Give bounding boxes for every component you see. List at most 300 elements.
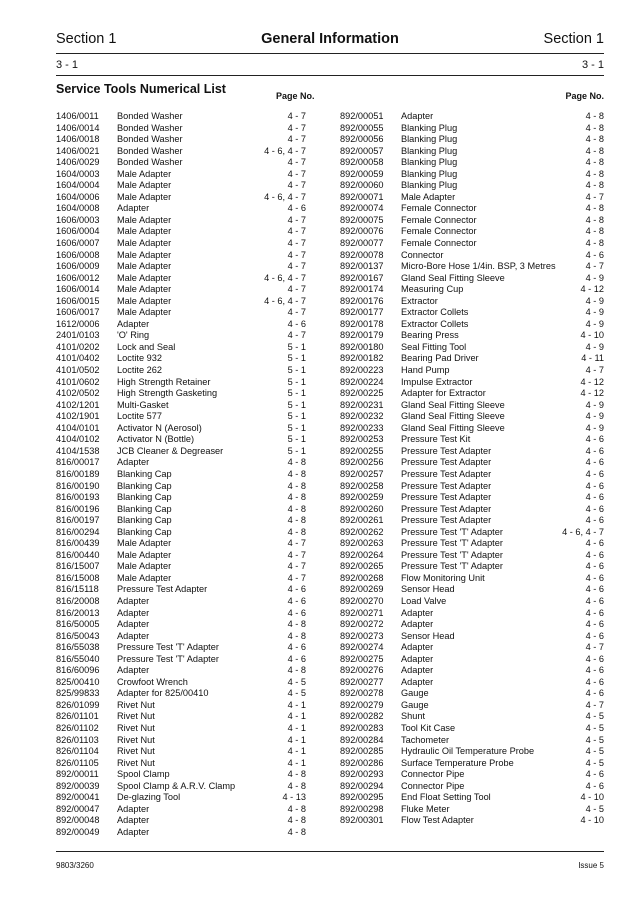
description: Hand Pump bbox=[401, 365, 450, 376]
list-item bbox=[56, 631, 306, 643]
page-ref: 4 - 11 bbox=[581, 353, 604, 364]
part-number: 892/00276 bbox=[340, 665, 384, 676]
part-number: 2401/0103 bbox=[56, 330, 100, 341]
list-item bbox=[56, 342, 306, 354]
list-item bbox=[340, 123, 604, 135]
list-item bbox=[340, 492, 604, 504]
description: Adapter bbox=[401, 642, 434, 653]
page-ref: 4 - 6 bbox=[585, 445, 604, 456]
page-ref: 4 - 6 bbox=[585, 249, 604, 260]
list-item bbox=[56, 619, 306, 631]
page-ref: 4 - 7 bbox=[287, 122, 306, 133]
page-ref: 4 - 6 bbox=[585, 457, 604, 468]
page-ref: 4 - 7 bbox=[287, 261, 306, 272]
list-item bbox=[56, 827, 306, 839]
page-ref: 4 - 6 bbox=[585, 549, 604, 560]
page-ref: 4 - 9 bbox=[585, 411, 604, 422]
list-item bbox=[340, 642, 604, 654]
list-item bbox=[340, 631, 604, 643]
description: Male Adapter bbox=[117, 295, 172, 306]
list-item bbox=[56, 319, 306, 331]
description: Sensor Head bbox=[401, 630, 455, 641]
list-item bbox=[56, 735, 306, 747]
description: Rivet Nut bbox=[117, 734, 155, 745]
part-number: 816/55040 bbox=[56, 653, 100, 664]
list-item bbox=[56, 654, 306, 666]
part-number: 826/01099 bbox=[56, 699, 100, 710]
part-number: 1606/0017 bbox=[56, 307, 100, 318]
page-ref: 4 - 7 bbox=[585, 699, 604, 710]
page-ref: 4 - 8 bbox=[287, 665, 306, 676]
part-number: 892/00268 bbox=[340, 572, 384, 583]
list-item bbox=[340, 284, 604, 296]
part-number: 892/00295 bbox=[340, 792, 384, 803]
part-number: 892/00039 bbox=[56, 780, 100, 791]
page-ref: 4 - 7 bbox=[287, 168, 306, 179]
description: Activator N (Bottle) bbox=[117, 434, 195, 445]
page-ref: 4 - 13 bbox=[282, 792, 306, 803]
description: Male Adapter bbox=[117, 191, 172, 202]
page-ref: 4 - 6 bbox=[287, 607, 306, 618]
page-ref: 4 - 8 bbox=[287, 480, 306, 491]
description: Adapter bbox=[117, 815, 150, 826]
part-number: 892/00298 bbox=[340, 803, 384, 814]
page-ref: 4 - 7 bbox=[287, 330, 306, 341]
page-ref: 4 - 8 bbox=[585, 122, 604, 133]
list-item bbox=[56, 273, 306, 285]
page-title: General Information bbox=[261, 31, 399, 47]
page-ref: 4 - 6 bbox=[585, 503, 604, 514]
page-ref: 4 - 1 bbox=[287, 722, 306, 733]
part-number: 892/00176 bbox=[340, 295, 384, 306]
description: Tachometer bbox=[401, 734, 449, 745]
list-item bbox=[56, 157, 306, 169]
list-item bbox=[340, 792, 604, 804]
part-number: 4104/1538 bbox=[56, 445, 100, 456]
page-ref: 4 - 1 bbox=[287, 734, 306, 745]
part-number: 892/00179 bbox=[340, 330, 384, 341]
list-item bbox=[56, 746, 306, 758]
description: Pressure Test 'T' Adapter bbox=[117, 653, 219, 664]
list-item bbox=[56, 781, 306, 793]
left-tool-list bbox=[56, 111, 306, 838]
list-item bbox=[340, 700, 604, 712]
part-number: 4101/0202 bbox=[56, 341, 100, 352]
description: Adapter bbox=[401, 619, 434, 630]
page-ref: 5 - 1 bbox=[287, 434, 306, 445]
page-ref: 4 - 6 bbox=[585, 630, 604, 641]
page-no-heading-left: Page No. bbox=[276, 91, 315, 101]
description: Bonded Washer bbox=[117, 157, 183, 168]
part-number: 826/01103 bbox=[56, 734, 99, 745]
part-number: 892/00077 bbox=[340, 238, 384, 249]
list-item bbox=[340, 157, 604, 169]
page-ref: 4 - 8 bbox=[287, 803, 306, 814]
description: Blanking Cap bbox=[117, 468, 172, 479]
description: Blanking Plug bbox=[401, 157, 458, 168]
page-ref: 4 - 6 bbox=[585, 780, 604, 791]
description: Adapter bbox=[117, 826, 150, 837]
part-number: 892/00253 bbox=[340, 434, 384, 445]
part-number: 892/00275 bbox=[340, 653, 384, 664]
part-number: 1604/0003 bbox=[56, 168, 100, 179]
list-item bbox=[56, 146, 306, 158]
part-number: 826/01105 bbox=[56, 757, 99, 768]
part-number: 892/00279 bbox=[340, 699, 384, 710]
description: Lock and Seal bbox=[117, 341, 176, 352]
description: Flow Monitoring Unit bbox=[401, 572, 485, 583]
description: Rivet Nut bbox=[117, 722, 155, 733]
page-ref: 4 - 8 bbox=[585, 180, 604, 191]
list-item bbox=[340, 596, 604, 608]
list-item bbox=[56, 573, 306, 585]
page-ref: 4 - 6 bbox=[287, 318, 306, 329]
part-number: 816/15008 bbox=[56, 572, 100, 583]
description: Crowfoot Wrench bbox=[117, 676, 188, 687]
part-number: 1606/0007 bbox=[56, 238, 100, 249]
list-item bbox=[56, 538, 306, 550]
description: Male Adapter bbox=[401, 191, 456, 202]
page-ref: 4 - 6 bbox=[585, 653, 604, 664]
list-item bbox=[56, 377, 306, 389]
part-number: 1406/0029 bbox=[56, 157, 100, 168]
list-item bbox=[56, 700, 306, 712]
list-item bbox=[56, 203, 306, 215]
list-item bbox=[56, 665, 306, 677]
page-ref: 4 - 7 bbox=[287, 157, 306, 168]
part-number: 892/00060 bbox=[340, 180, 384, 191]
page-ref: 4 - 7 bbox=[287, 284, 306, 295]
page-ref: 4 - 6 bbox=[585, 480, 604, 491]
part-number: 816/20008 bbox=[56, 595, 100, 606]
list-item bbox=[340, 504, 604, 516]
page-ref: 4 - 8 bbox=[287, 492, 306, 503]
page-ref: 4 - 6 bbox=[585, 572, 604, 583]
part-number: 816/20013 bbox=[56, 607, 100, 618]
page-ref: 4 - 6 bbox=[585, 434, 604, 445]
page-ref: 4 - 8 bbox=[287, 815, 306, 826]
page-ref: 4 - 9 bbox=[585, 422, 604, 433]
part-number: 816/15007 bbox=[56, 561, 100, 572]
page-ref: 4 - 6 bbox=[287, 642, 306, 653]
page-ref: 4 - 1 bbox=[287, 711, 306, 722]
part-number: 1606/0004 bbox=[56, 226, 100, 237]
page-ref: 5 - 1 bbox=[287, 376, 306, 387]
list-item bbox=[340, 538, 604, 550]
list-item bbox=[56, 688, 306, 700]
page-ref: 4 - 5 bbox=[287, 688, 306, 699]
description: Blanking Plug bbox=[401, 168, 458, 179]
list-item bbox=[56, 815, 306, 827]
description: Adapter bbox=[117, 457, 150, 468]
list-item bbox=[56, 123, 306, 135]
description: Adapter bbox=[117, 665, 150, 676]
list-item bbox=[340, 215, 604, 227]
list-item bbox=[340, 481, 604, 493]
description: Blanking Plug bbox=[401, 134, 458, 145]
description: 'O' Ring bbox=[117, 330, 150, 341]
page-ref: 4 - 5 bbox=[585, 722, 604, 733]
description: Gland Seal Fitting Sleeve bbox=[401, 411, 505, 422]
part-number: 1606/0009 bbox=[56, 261, 100, 272]
right-tool-list bbox=[340, 111, 604, 827]
description: Gauge bbox=[401, 688, 429, 699]
description: Blanking Cap bbox=[117, 492, 172, 503]
description: Female Connector bbox=[401, 203, 477, 214]
list-item bbox=[340, 608, 604, 620]
list-item bbox=[56, 134, 306, 146]
part-number: 892/00262 bbox=[340, 526, 384, 537]
description: Bonded Washer bbox=[117, 111, 183, 121]
part-number: 892/00055 bbox=[340, 122, 384, 133]
list-item bbox=[340, 469, 604, 481]
description: Pressure Test 'T' Adapter bbox=[117, 642, 219, 653]
page-ref: 5 - 1 bbox=[287, 411, 306, 422]
description: Pressure Test Adapter bbox=[401, 468, 492, 479]
description: Blanking Plug bbox=[401, 122, 458, 133]
part-number: 4102/1901 bbox=[56, 411, 100, 422]
page-ref: 4 - 5 bbox=[585, 803, 604, 814]
list-item bbox=[56, 446, 306, 458]
list-item bbox=[340, 746, 604, 758]
description: Male Adapter bbox=[117, 238, 172, 249]
part-number: 892/00273 bbox=[340, 630, 384, 641]
document-number: 9803/3260 bbox=[56, 861, 94, 870]
page-ref: 4 - 8 bbox=[585, 134, 604, 145]
page-ref: 4 - 7 bbox=[287, 111, 306, 121]
list-item bbox=[340, 319, 604, 331]
list-item bbox=[56, 469, 306, 481]
description: Adapter bbox=[401, 676, 434, 687]
page-ref: 5 - 1 bbox=[287, 341, 306, 352]
part-number: 892/00255 bbox=[340, 445, 384, 456]
part-number: 892/00041 bbox=[56, 792, 100, 803]
page-ref: 4 - 7 bbox=[585, 191, 604, 202]
description: Bearing Press bbox=[401, 330, 459, 341]
description: Extractor bbox=[401, 295, 438, 306]
page-ref: 4 - 7 bbox=[585, 261, 604, 272]
page-ref: 4 - 1 bbox=[287, 746, 306, 757]
list-item bbox=[340, 758, 604, 770]
page-ref: 4 - 6 bbox=[287, 595, 306, 606]
page-ref: 4 - 6 bbox=[287, 203, 306, 214]
page-ref: 4 - 8 bbox=[585, 214, 604, 225]
page-ref: 4 - 7 bbox=[287, 561, 306, 572]
page-ref: 4 - 8 bbox=[287, 619, 306, 630]
part-number: 892/00256 bbox=[340, 457, 384, 468]
list-item bbox=[340, 573, 604, 585]
list-item bbox=[56, 596, 306, 608]
part-number: 892/00286 bbox=[340, 757, 384, 768]
description: Male Adapter bbox=[117, 307, 172, 318]
part-number: 892/00282 bbox=[340, 711, 384, 722]
part-number: 1606/0003 bbox=[56, 214, 100, 225]
description: Bonded Washer bbox=[117, 145, 183, 156]
page-ref: 4 - 5 bbox=[585, 757, 604, 768]
list-item bbox=[56, 238, 306, 250]
description: Connector Pipe bbox=[401, 769, 465, 780]
description: Loctite 577 bbox=[117, 411, 162, 422]
description: Adapter bbox=[117, 803, 150, 814]
list-item bbox=[340, 781, 604, 793]
page-ref: 4 - 10 bbox=[580, 330, 604, 341]
part-number: 1406/0021 bbox=[56, 145, 100, 156]
part-number: 892/00257 bbox=[340, 468, 384, 479]
list-item bbox=[340, 654, 604, 666]
description: Rivet Nut bbox=[117, 711, 155, 722]
description: Adapter bbox=[401, 111, 434, 121]
page-ref: 4 - 10 bbox=[580, 792, 604, 803]
page-no-heading-right: Page No. bbox=[565, 91, 604, 101]
page-ref: 4 - 6 bbox=[585, 688, 604, 699]
page-ref: 4 - 9 bbox=[585, 272, 604, 283]
description: Extractor Collets bbox=[401, 307, 469, 318]
description: Extractor Collets bbox=[401, 318, 469, 329]
description: Pressure Test Kit bbox=[401, 434, 471, 445]
part-number: 892/00051 bbox=[340, 111, 384, 121]
page-number-right: 3 - 1 bbox=[581, 59, 604, 71]
list-item bbox=[56, 180, 306, 192]
list-item bbox=[56, 550, 306, 562]
page-ref: 4 - 6 bbox=[585, 769, 604, 780]
part-number: 1606/0008 bbox=[56, 249, 100, 260]
list-item bbox=[56, 527, 306, 539]
page-ref: 4 - 9 bbox=[585, 399, 604, 410]
part-number: 1604/0004 bbox=[56, 180, 100, 191]
description: Pressure Test Adapter bbox=[401, 503, 492, 514]
part-number: 816/00440 bbox=[56, 549, 100, 560]
list-item bbox=[340, 457, 604, 469]
description: Pressure Test 'T' Adapter bbox=[401, 526, 503, 537]
page-ref: 5 - 1 bbox=[287, 365, 306, 376]
list-item bbox=[56, 515, 306, 527]
page-ref: 4 - 7 bbox=[287, 180, 306, 191]
description: Male Adapter bbox=[117, 261, 172, 272]
description: Bonded Washer bbox=[117, 134, 183, 145]
part-number: 892/00274 bbox=[340, 642, 384, 653]
list-item bbox=[56, 400, 306, 412]
part-number: 892/00180 bbox=[340, 341, 384, 352]
page-ref: 4 - 9 bbox=[585, 295, 604, 306]
part-number: 892/00260 bbox=[340, 503, 384, 514]
description: Pressure Test Adapter bbox=[401, 480, 492, 491]
page-ref: 4 - 6 bbox=[585, 492, 604, 503]
description: Adapter bbox=[117, 595, 150, 606]
description: Female Connector bbox=[401, 214, 477, 225]
list-item bbox=[56, 296, 306, 308]
description: Bonded Washer bbox=[117, 122, 183, 133]
page-ref: 4 - 6 bbox=[585, 561, 604, 572]
list-item bbox=[56, 769, 306, 781]
description: Pressure Test 'T' Adapter bbox=[401, 561, 503, 572]
description: Adapter bbox=[117, 318, 150, 329]
part-number: 892/00293 bbox=[340, 769, 384, 780]
part-number: 826/01102 bbox=[56, 722, 99, 733]
description: Male Adapter bbox=[117, 249, 172, 260]
list-item bbox=[340, 550, 604, 562]
description: Adapter bbox=[401, 665, 434, 676]
list-item bbox=[56, 307, 306, 319]
list-item bbox=[56, 411, 306, 423]
page-ref: 4 - 8 bbox=[585, 203, 604, 214]
page-ref: 4 - 8 bbox=[287, 630, 306, 641]
description: Blanking Cap bbox=[117, 526, 172, 537]
part-number: 816/00189 bbox=[56, 468, 100, 479]
part-number: 892/00264 bbox=[340, 549, 384, 560]
list-item bbox=[340, 677, 604, 689]
page-ref: 4 - 8 bbox=[585, 157, 604, 168]
page-ref: 4 - 6 bbox=[585, 607, 604, 618]
header-rule bbox=[56, 53, 604, 54]
page-ref: 4 - 7 bbox=[287, 226, 306, 237]
list-item bbox=[340, 238, 604, 250]
list-item bbox=[340, 388, 604, 400]
page-ref: 4 - 9 bbox=[585, 341, 604, 352]
part-number: 4104/0101 bbox=[56, 422, 100, 433]
part-number: 892/00263 bbox=[340, 538, 384, 549]
list-item bbox=[340, 527, 604, 539]
list-item bbox=[340, 815, 604, 827]
part-number: 825/00410 bbox=[56, 676, 100, 687]
list-item bbox=[340, 769, 604, 781]
part-number: 1406/0018 bbox=[56, 134, 100, 145]
list-item bbox=[56, 584, 306, 596]
part-number: 816/15118 bbox=[56, 584, 99, 595]
part-number: 892/00284 bbox=[340, 734, 384, 745]
list-item bbox=[340, 735, 604, 747]
list-item bbox=[340, 330, 604, 342]
page-ref: 4 - 10 bbox=[580, 815, 604, 826]
part-number: 892/00285 bbox=[340, 746, 384, 757]
part-number: 892/00071 bbox=[340, 191, 384, 202]
part-number: 816/60096 bbox=[56, 665, 100, 676]
list-item bbox=[56, 284, 306, 296]
description: Hydraulic Oil Temperature Probe bbox=[401, 746, 535, 757]
page-ref: 4 - 6 bbox=[585, 595, 604, 606]
list-item bbox=[340, 261, 604, 273]
list-item bbox=[340, 515, 604, 527]
list-item bbox=[340, 226, 604, 238]
page-ref: 4 - 7 bbox=[287, 307, 306, 318]
description: Female Connector bbox=[401, 226, 477, 237]
page-ref: 4 - 6, 4 - 7 bbox=[264, 295, 306, 306]
list-item bbox=[56, 111, 306, 123]
part-number: 816/00294 bbox=[56, 526, 100, 537]
part-number: 4101/0602 bbox=[56, 376, 100, 387]
list-item bbox=[340, 342, 604, 354]
description: Male Adapter bbox=[117, 168, 172, 179]
list-item bbox=[340, 665, 604, 677]
list-item bbox=[56, 226, 306, 238]
page-ref: 4 - 7 bbox=[287, 214, 306, 225]
part-number: 892/00057 bbox=[340, 145, 384, 156]
list-item bbox=[340, 180, 604, 192]
part-number: 4101/0502 bbox=[56, 365, 100, 376]
list-item bbox=[340, 434, 604, 446]
page-ref: 4 - 6 bbox=[585, 619, 604, 630]
description: Measuring Cup bbox=[401, 284, 464, 295]
page-ref: 4 - 7 bbox=[287, 572, 306, 583]
page-ref: 4 - 7 bbox=[287, 249, 306, 260]
list-item bbox=[340, 111, 604, 123]
list-item bbox=[56, 711, 306, 723]
list-item bbox=[56, 388, 306, 400]
description: Connector bbox=[401, 249, 444, 260]
part-number: 892/00277 bbox=[340, 676, 384, 687]
page-ref: 4 - 8 bbox=[287, 769, 306, 780]
description: Blanking Cap bbox=[117, 515, 172, 526]
page-ref: 4 - 8 bbox=[287, 780, 306, 791]
